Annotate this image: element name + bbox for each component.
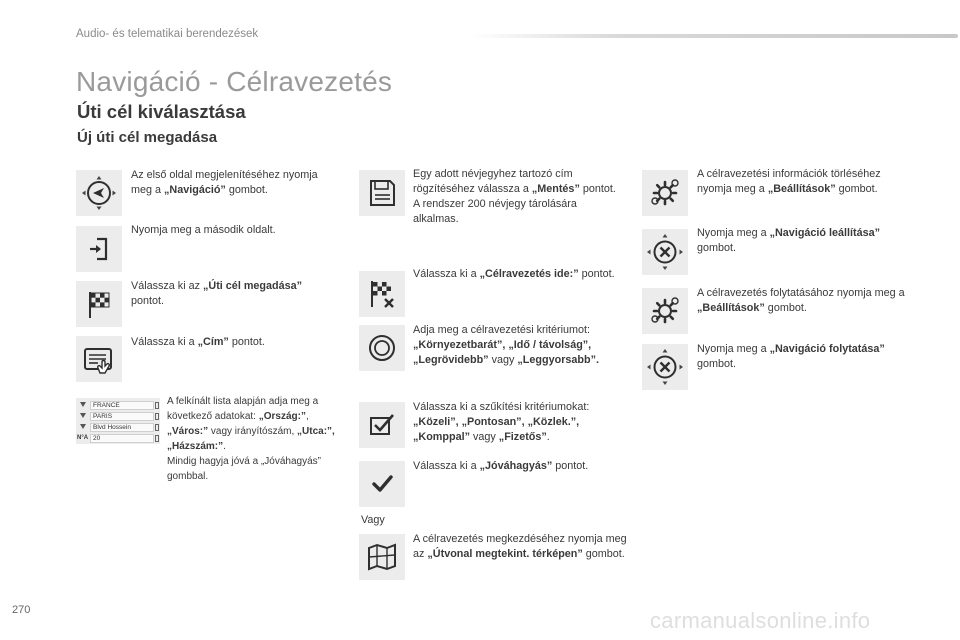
settings-gear-icon (642, 170, 688, 216)
subsection-title: Új úti cél megadása (77, 129, 218, 146)
step-guide-to: Válassza ki a „Célravezetés ide:” pontot. (413, 268, 615, 280)
step-navigation: Az első oldal megjelenítéséhez nyomja meg a „Navigáció” gombot. (131, 169, 318, 196)
step-stop-navigation: Nyomja meg a „Navigáció leállítása” gombot. (697, 227, 881, 254)
chevron-down-icon (76, 422, 90, 432)
filter-check-icon (359, 402, 405, 448)
header-rule (470, 34, 958, 38)
chevron-down-icon (76, 400, 90, 410)
house-number-label: N°A (77, 435, 89, 441)
settings-gear-icon (642, 288, 688, 334)
step-save: Egy adott névjegyhez tartozó cím rögzítéséhez válassza a „Mentés” pontot. A rendszer 200 névjegy tárolására alkalmas. (413, 168, 616, 225)
navigation-compass-icon (76, 170, 122, 216)
stop-navigation-icon (642, 229, 688, 275)
checkered-flag-icon (76, 281, 122, 327)
step-criteria: Adja meg a célravezetési kritériumot: „Környezetbarát”, „Idő / távolság”, „Legrövidebb” vagy „Leggyorsabb”. (413, 324, 599, 366)
step-view-route: A célravezetés megkezdéséhez nyomja meg az „Útvonal megtekint. térképen” gombot. (413, 533, 627, 560)
watermark: carmanualsonline.info (650, 608, 871, 633)
step-second-page: Nyomja meg a második oldalt. (131, 224, 276, 236)
step-confirm: Válassza ki a „Jóváhagyás” pontot. (413, 460, 589, 472)
field-end-icon (155, 435, 159, 442)
address-card-icon (76, 336, 122, 382)
step-enter-destination: Válassza ki az „Úti cél megadása” pontot. (131, 280, 303, 307)
confirm-check-icon (359, 461, 405, 507)
route-map-icon (359, 534, 405, 580)
list-item: N°A 20 (76, 433, 160, 443)
step-address: Válassza ki a „Cím” pontot. (131, 336, 265, 348)
page-number: 270 (12, 604, 31, 616)
resume-navigation-icon (642, 344, 688, 390)
step-resume-settings: A célravezetés folytatásához nyomja meg a „Beállítások” gombot. (697, 287, 905, 314)
chevron-down-icon (76, 411, 90, 421)
page-title: Navigáció - Célravezetés (76, 66, 393, 97)
running-head: Audio- és telematikai berendezések (76, 28, 259, 40)
step-address-fields: A felkínált lista alapján adja meg a következő adatokat: „Ország:”, „Város:” vagy irányítószám, „Utca:”, „Házszám:”. Mindig hagyja jóvá a „Jóváhagyás” gombbal. (167, 396, 335, 482)
field-end-icon (155, 413, 159, 420)
section-title: Úti cél kiválasztása (77, 101, 246, 122)
next-page-icon (76, 226, 122, 272)
destination-flag-icon (359, 271, 405, 317)
list-item: FRANCE (76, 400, 160, 410)
field-end-icon (155, 402, 159, 409)
step-resume-navigation: Nyomja meg a „Navigáció folytatása” gombot. (697, 343, 885, 370)
step-filter: Válassza ki a szűkítési kritériumokat: „Közeli”, „Pontosan”, „Közlek.”, „Komppal” vagy „Fizetős”. (413, 401, 590, 443)
or-label: Vagy (361, 514, 385, 526)
field-end-icon (155, 424, 159, 431)
step-clear-info: A célravezetési információk törléséhez nyomja meg a „Beállítások” gombot. (697, 168, 881, 195)
save-icon (359, 170, 405, 216)
criteria-circle-icon (359, 325, 405, 371)
list-item: PARIS (76, 411, 160, 421)
address-entry-list (76, 398, 160, 444)
list-item: Blvd Hossein (76, 422, 160, 432)
